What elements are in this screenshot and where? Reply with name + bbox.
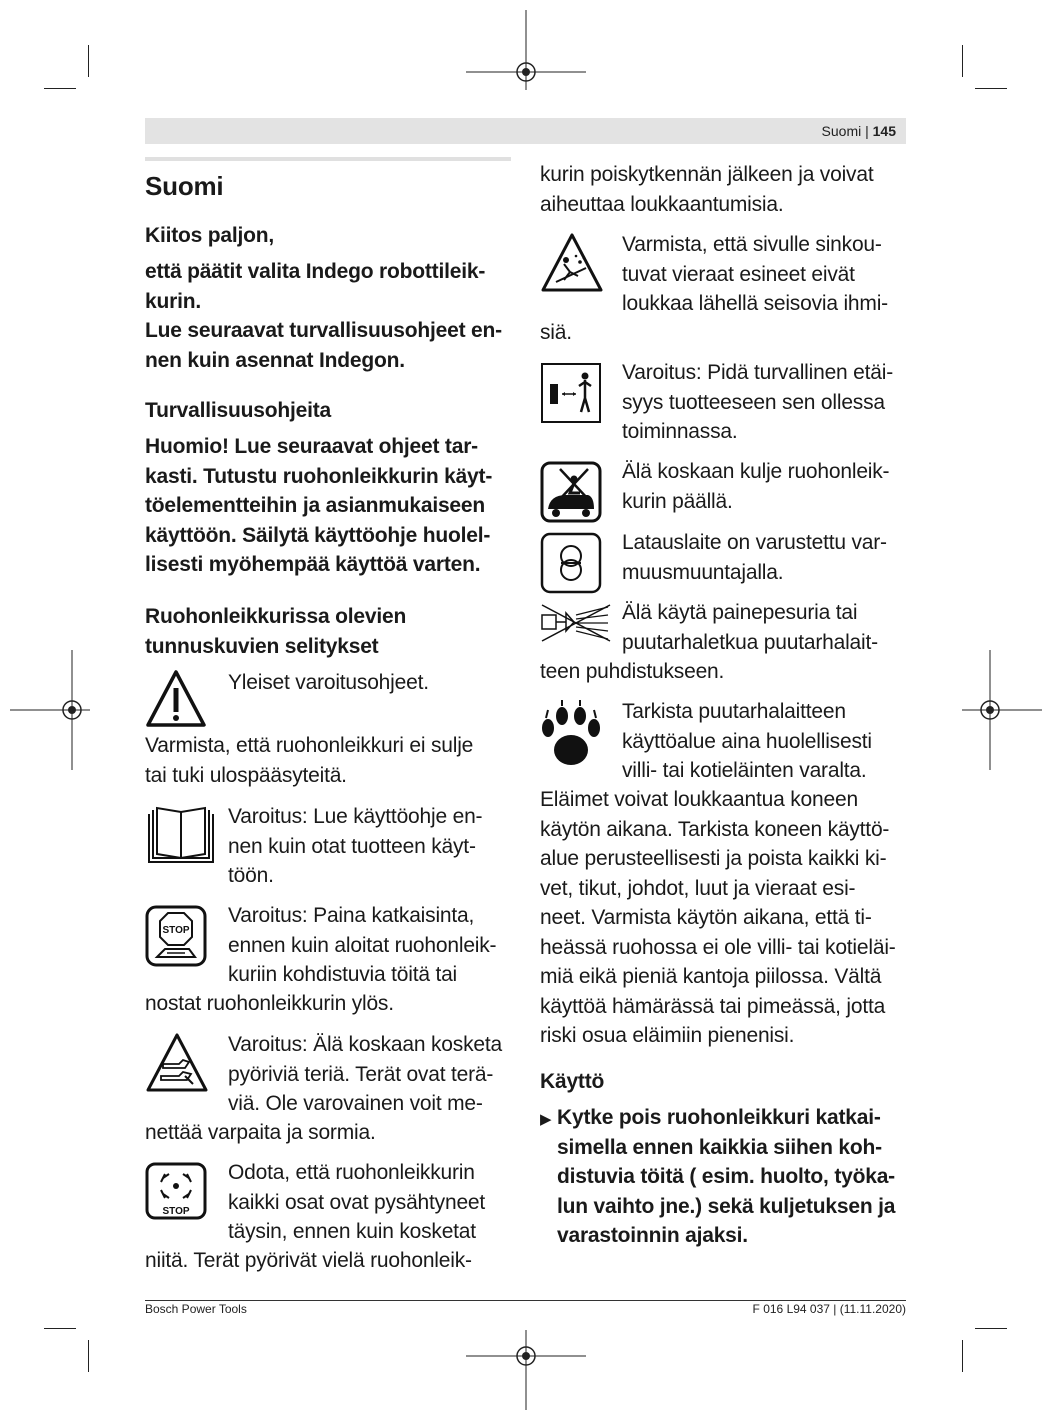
use-heading-text: Käyttö: [540, 1070, 605, 1093]
charger-item: [622, 528, 912, 587]
bullet-line: lun vaihto jne.) sekä kuljetuksen ja: [557, 1194, 896, 1218]
vents-paragraph: [145, 731, 515, 790]
warning-line: kasti. Tutustu ruohonleikkurin käyt-: [145, 464, 493, 488]
blades-line: viä. Ole varovainen voit me-: [228, 1092, 483, 1115]
rotation-stop-icon: [145, 1162, 207, 1220]
thrown-line: Varmista, että sivulle sinkou-: [622, 233, 882, 256]
vents-line: tai tuki ulospääsyteitä.: [145, 763, 347, 787]
page-number: 145: [872, 123, 896, 139]
header-separator: |: [861, 123, 873, 139]
animals-para-line: käyttöä hämärässä tai pimeässä, jotta: [540, 994, 886, 1018]
use-bullet: [540, 1103, 912, 1251]
footer-publisher: Bosch Power Tools: [145, 1302, 247, 1316]
general-warning-item: [228, 668, 518, 698]
registration-mark-right: [962, 650, 1042, 770]
blades-tail-line: nettää varpaita ja sormia.: [145, 1121, 376, 1144]
wait-line: Odota, että ruohonleikkurin: [228, 1161, 475, 1184]
crop-mark: [88, 45, 89, 77]
charger-line: Latauslaite on varustettu var-: [622, 531, 887, 554]
vents-line: Varmista, että ruohonleikkuri ei sulje: [145, 734, 474, 757]
symbols-heading-line: Ruohonleikkurissa olevien: [145, 605, 407, 628]
ride-line: kurin päällä.: [622, 489, 733, 513]
thrown-item: [622, 230, 912, 319]
ride-line: Älä koskaan kulje ruohonleik-: [622, 460, 890, 483]
no-riding-icon: [540, 461, 602, 523]
intro-line: että päätit valita Indego robottileik-: [145, 260, 486, 283]
wash-line: puutarhaletkua puutarhalait-: [622, 630, 878, 654]
thrown-tail-line: siä.: [540, 321, 572, 344]
thrown-line: tuvat vieraat esineet eivät: [622, 262, 855, 286]
crop-mark: [962, 1340, 963, 1372]
wait-line: kaikki osat ovat pysähtyneet: [228, 1190, 486, 1214]
animals-para-line: Eläimet voivat loukkaantua koneen: [540, 788, 858, 811]
animals-item: [622, 697, 912, 786]
stop-item-tail: [145, 989, 515, 1019]
wait-item: [228, 1158, 518, 1247]
continuation-line: kurin poiskytkennän jälkeen ja voivat: [540, 163, 874, 186]
page-header: [145, 118, 906, 144]
animals-para-line: alue perusteellisesti ja poista kaikki ki-: [540, 847, 887, 870]
blades-line: pyöriviä teriä. Terät ovat terä-: [228, 1062, 494, 1086]
stop-switch-icon: [145, 905, 207, 967]
rotating-blade-hand-icon: [145, 1032, 209, 1094]
thrown-line: loukkaa lähellä seisovia ihmi-: [622, 292, 888, 315]
book-icon: [145, 806, 217, 866]
charger-line: muusmuuntajalla.: [622, 560, 784, 584]
warning-line: käyttöön. Säilytä käyttöohje huolel-: [145, 523, 491, 547]
intro-block: [145, 257, 515, 375]
section-title: Suomi: [145, 171, 224, 201]
warning-block: [145, 432, 515, 580]
animals-para-line: käytön aikana. Tarkista koneen käyttö-: [540, 817, 890, 841]
wash-item-tail: [540, 657, 910, 687]
stop-tail-line: nostat ruohonleikkurin ylös.: [145, 992, 394, 1015]
distance-line: Varoitus: Pidä turvallinen etäi-: [622, 361, 894, 384]
manual-item: [228, 802, 518, 891]
blades-item-tail: [145, 1118, 515, 1148]
manual-line: töön.: [228, 864, 274, 887]
header-text: [822, 123, 896, 139]
distance-line: toiminnassa.: [622, 420, 738, 443]
manual-line: Varoitus: Lue käyttöohje en-: [228, 805, 483, 828]
bullet-line: Kytke pois ruohonleikkuri katkai-: [557, 1106, 881, 1129]
stop-line: kuriin kohdistuvia töitä tai: [228, 963, 458, 986]
thrown-objects-icon: [540, 232, 604, 294]
bullet-line: distuvia töitä ( esim. huolto, työka-: [557, 1165, 895, 1188]
general-warning-text: Yleiset varoitusohjeet.: [228, 671, 429, 694]
thanks-block: [145, 221, 515, 251]
stop-line: Varoitus: Paina katkaisinta,: [228, 904, 475, 927]
continuation-line: aiheuttaa loukkaantumisia.: [540, 192, 784, 216]
crop-mark: [975, 88, 1007, 89]
wash-tail-line: teen puhdistukseen.: [540, 660, 725, 683]
thrown-item-tail: [540, 318, 910, 348]
warning-triangle-icon: [145, 668, 207, 730]
stop-item: [228, 901, 518, 990]
footer-document-id: F 016 L94 037 | (11.11.2020): [752, 1302, 906, 1316]
crop-mark: [88, 1340, 89, 1372]
thanks-line: Kiitos paljon,: [145, 224, 275, 247]
left-column: [145, 170, 515, 202]
crop-mark: [962, 45, 963, 77]
bullet-line: simella ennen kaikkia siihen koh-: [557, 1135, 882, 1159]
ride-item: [622, 457, 912, 516]
symbols-heading-line: tunnuskuvien selitykset: [145, 634, 379, 658]
intro-line: Lue seuraavat turvallisuusohjeet en-: [145, 319, 502, 342]
stop-label: STOP: [162, 925, 190, 936]
right-continuation: [540, 160, 910, 219]
wait-tail-line: niitä. Terät pyörivät vielä ruohonleik-: [145, 1249, 472, 1272]
registration-mark-bottom: [466, 1330, 586, 1410]
blades-item: [228, 1030, 518, 1119]
use-heading: [540, 1067, 910, 1097]
animal-paw-icon: [540, 700, 602, 770]
safe-distance-icon: [540, 362, 602, 424]
distance-line: syys tuotteeseen sen ollessa: [622, 390, 885, 414]
bullet-arrow-icon: ▶: [540, 1111, 552, 1128]
warning-line: töelementteihin ja asianmukaiseen: [145, 494, 486, 517]
animals-line: villi- tai kotieläinten varalta.: [622, 759, 867, 782]
safety-heading: [145, 396, 515, 426]
crop-mark: [975, 1328, 1007, 1329]
wash-item: [622, 598, 912, 657]
no-pressure-washer-icon: [540, 603, 612, 643]
animals-line: Tarkista puutarhalaitteen: [622, 700, 846, 723]
safety-transformer-icon: [540, 532, 602, 594]
distance-item: [622, 358, 912, 447]
wait-item-tail: [145, 1246, 515, 1276]
section-rule: [145, 157, 511, 161]
blades-line: Varoitus: Älä koskaan kosketa: [228, 1033, 502, 1056]
animals-para-line: riski osua eläimiin pienenisi.: [540, 1024, 795, 1047]
registration-mark-left: [10, 650, 90, 770]
animals-para-line: vet, tikut, johdot, luut ja vieraat esi-: [540, 876, 856, 900]
intro-line: kurin.: [145, 289, 201, 313]
animals-para-line: neet. Varmista käytön aikana, että ti-: [540, 906, 872, 929]
animals-para-line: miä eikä pieniä kantoja piilossa. Vältä: [540, 965, 882, 988]
safety-heading-text: Turvallisuusohjeita: [145, 399, 332, 422]
intro-line: nen kuin asennat Indegon.: [145, 348, 405, 372]
crop-mark: [44, 88, 76, 89]
bullet-line: varastoinnin ajaksi.: [557, 1224, 748, 1247]
footer-rule: [145, 1300, 906, 1301]
wait-line: täysin, ennen kuin kosketat: [228, 1220, 476, 1243]
symbols-heading: [145, 602, 515, 661]
animals-para-line: heässä ruohossa ei ole villi- tai kotieläi-: [540, 935, 896, 959]
animals-line: käyttöalue aina huolellisesti: [622, 729, 872, 753]
warning-line: lisesti myöhempää käyttöä varten.: [145, 553, 481, 576]
stop-line: ennen kuin aloitat ruohonleik-: [228, 933, 497, 957]
wash-line: Älä käytä painepesuria tai: [622, 601, 858, 624]
header-language: Suomi: [821, 123, 862, 139]
registration-mark-top: [466, 10, 586, 90]
animals-paragraph: [540, 785, 912, 1051]
manual-line: nen kuin otat tuotteen käyt-: [228, 834, 476, 858]
stop-label-small: STOP: [162, 1206, 190, 1217]
warning-line: Huomio! Lue seuraavat ohjeet tar-: [145, 435, 478, 458]
crop-mark: [44, 1328, 76, 1329]
